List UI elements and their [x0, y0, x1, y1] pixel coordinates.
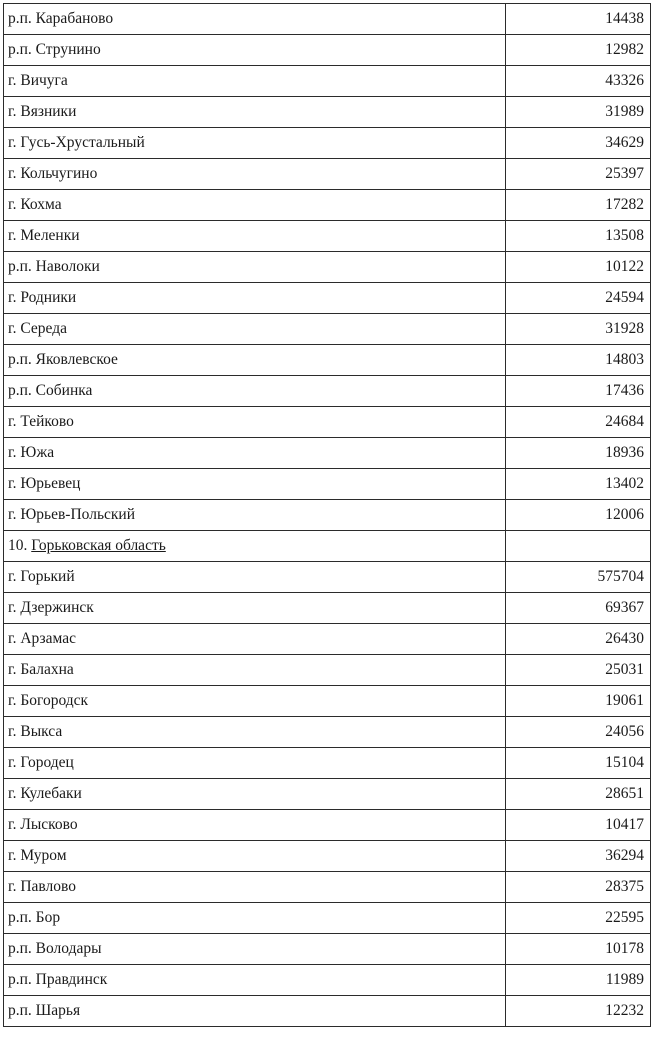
table-row	[4, 376, 651, 407]
population-table	[3, 3, 651, 1027]
settlement-name: г. Вичуга	[4, 66, 506, 97]
population-value: 18936	[506, 438, 651, 469]
table-row	[4, 438, 651, 469]
population-value: 28651	[506, 779, 651, 810]
population-value: 10178	[506, 934, 651, 965]
population-value: 34629	[506, 128, 651, 159]
section-header	[4, 531, 506, 562]
settlement-name: г. Родники	[4, 283, 506, 314]
settlement-name: р.п. Володары	[4, 934, 506, 965]
settlement-name: р.п. Шарья	[4, 996, 506, 1027]
table-row	[4, 4, 651, 35]
population-value: 28375	[506, 872, 651, 903]
population-value: 24056	[506, 717, 651, 748]
table-row	[4, 562, 651, 593]
settlement-name: г. Середа	[4, 314, 506, 345]
empty-value-cell	[506, 531, 651, 562]
settlement-name: р.п. Правдинск	[4, 965, 506, 996]
table-row	[4, 314, 651, 345]
settlement-name: г. Горький	[4, 562, 506, 593]
population-value: 13402	[506, 469, 651, 500]
table-row	[4, 500, 651, 531]
settlement-name: г. Юрьев-Польский	[4, 500, 506, 531]
population-value: 11989	[506, 965, 651, 996]
settlement-name: г. Кулебаки	[4, 779, 506, 810]
population-value: 13508	[506, 221, 651, 252]
population-value: 43326	[506, 66, 651, 97]
settlement-name: г. Выкса	[4, 717, 506, 748]
population-value: 12006	[506, 500, 651, 531]
population-value: 69367	[506, 593, 651, 624]
table-row	[4, 810, 651, 841]
table-row	[4, 35, 651, 66]
population-value: 24684	[506, 407, 651, 438]
table-row	[4, 407, 651, 438]
section-title: Горьковская область	[31, 537, 166, 554]
table-row	[4, 717, 651, 748]
population-value: 15104	[506, 748, 651, 779]
settlement-name: р.п. Наволоки	[4, 252, 506, 283]
table-row	[4, 66, 651, 97]
population-value: 25031	[506, 655, 651, 686]
table-row	[4, 159, 651, 190]
settlement-name: г. Балахна	[4, 655, 506, 686]
population-value: 19061	[506, 686, 651, 717]
settlement-name: г. Кольчугино	[4, 159, 506, 190]
settlement-name: г. Вязники	[4, 97, 506, 128]
population-value: 25397	[506, 159, 651, 190]
settlement-name: р.п. Карабаново	[4, 4, 506, 35]
table-row	[4, 872, 651, 903]
table-row	[4, 841, 651, 872]
settlement-name: г. Кохма	[4, 190, 506, 221]
table-row	[4, 221, 651, 252]
settlement-name: г. Арзамас	[4, 624, 506, 655]
population-value: 17282	[506, 190, 651, 221]
table-row	[4, 934, 651, 965]
table-body	[4, 4, 651, 1027]
table-row	[4, 128, 651, 159]
population-value: 17436	[506, 376, 651, 407]
settlement-name: р.п. Бор	[4, 903, 506, 934]
settlement-name: г. Гусь-Хрустальный	[4, 128, 506, 159]
section-header-row	[4, 531, 651, 562]
table-row	[4, 252, 651, 283]
population-value: 31989	[506, 97, 651, 128]
table-row	[4, 686, 651, 717]
settlement-name: г. Городец	[4, 748, 506, 779]
table-row	[4, 345, 651, 376]
population-value: 14803	[506, 345, 651, 376]
table-row	[4, 593, 651, 624]
settlement-name: г. Тейково	[4, 407, 506, 438]
table-row	[4, 779, 651, 810]
population-value: 36294	[506, 841, 651, 872]
table-row	[4, 996, 651, 1027]
settlement-name: р.п. Яковлевское	[4, 345, 506, 376]
section-number: 10.	[8, 537, 28, 554]
population-value: 31928	[506, 314, 651, 345]
population-value: 14438	[506, 4, 651, 35]
population-value: 24594	[506, 283, 651, 314]
table-row	[4, 624, 651, 655]
table-row	[4, 655, 651, 686]
table-row	[4, 965, 651, 996]
table-row	[4, 748, 651, 779]
settlement-name: г. Лысково	[4, 810, 506, 841]
population-value: 26430	[506, 624, 651, 655]
table-row	[4, 97, 651, 128]
population-value: 12982	[506, 35, 651, 66]
settlement-name: р.п. Струнино	[4, 35, 506, 66]
settlement-name: г. Юрьевец	[4, 469, 506, 500]
table-row	[4, 190, 651, 221]
table-row	[4, 469, 651, 500]
settlement-name: г. Богородск	[4, 686, 506, 717]
settlement-name: г. Павлово	[4, 872, 506, 903]
settlement-name: г. Муром	[4, 841, 506, 872]
population-value: 10417	[506, 810, 651, 841]
population-value: 22595	[506, 903, 651, 934]
settlement-name: р.п. Собинка	[4, 376, 506, 407]
population-value: 12232	[506, 996, 651, 1027]
population-value: 575704	[506, 562, 651, 593]
table-row	[4, 283, 651, 314]
settlement-name: г. Дзержинск	[4, 593, 506, 624]
settlement-name: г. Южа	[4, 438, 506, 469]
table-row	[4, 903, 651, 934]
population-value: 10122	[506, 252, 651, 283]
settlement-name: г. Меленки	[4, 221, 506, 252]
